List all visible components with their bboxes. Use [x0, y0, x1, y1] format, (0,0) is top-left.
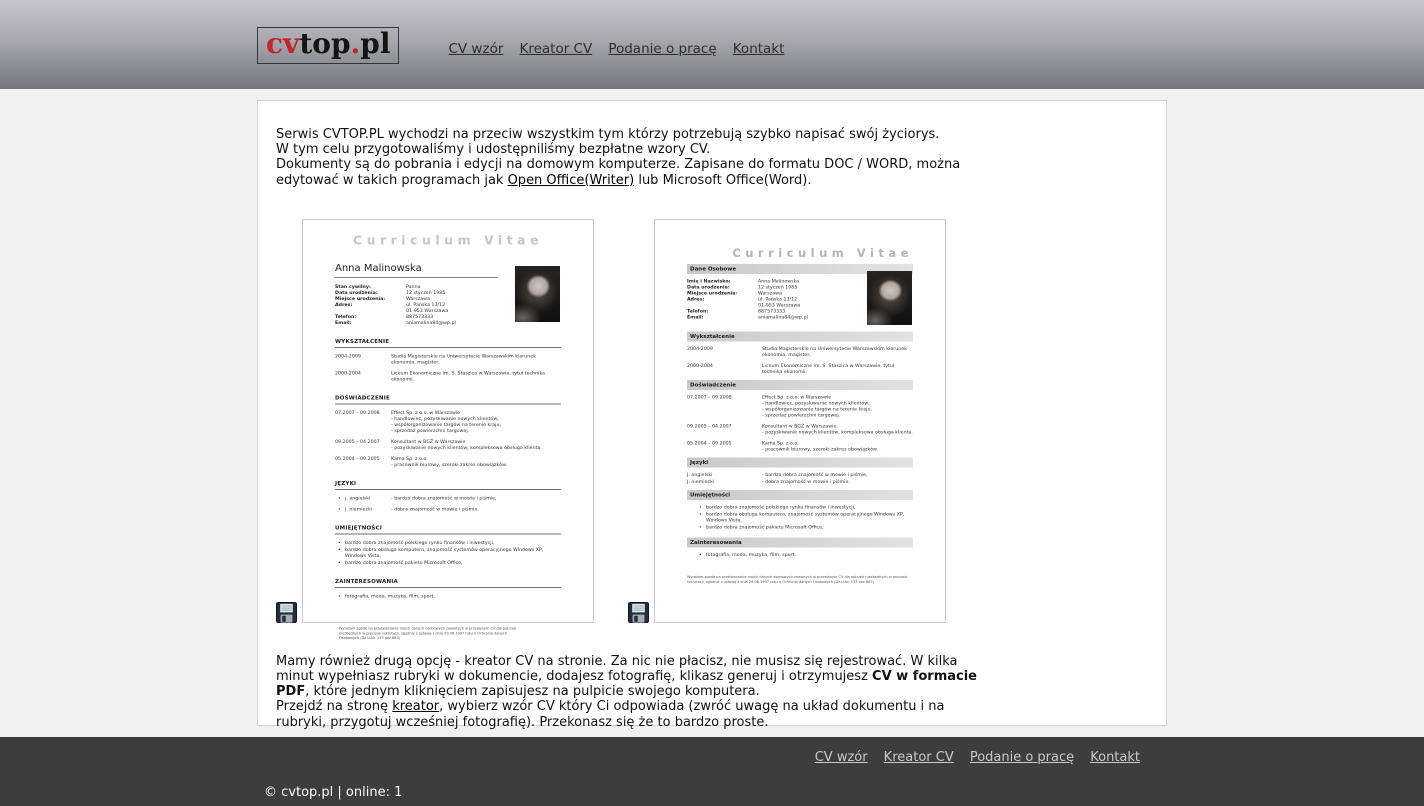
education-desc: Liceum Ekonomiczne im. S. Staszica w Warszawie, tytuł technika ekonomii. — [762, 362, 895, 375]
language-name: J. angielski — [687, 471, 713, 478]
skill-item: • bardzo dobra znajomość pakietu Microsoft Office, — [699, 524, 913, 530]
experience-desc: Konsultant w BGŻ w Warszawie - pozyskiwanie nowych klientów, kompleksowa obsługa klienta. — [391, 438, 542, 451]
detail-label — [335, 308, 406, 314]
education-row — [687, 346, 913, 358]
interests-item: • fotografia, moda, muzyka, film, sport. — [338, 593, 561, 599]
detail-value: 01-953 Warszawa — [406, 307, 449, 314]
language-name: J. niemiecki — [687, 478, 715, 485]
logo-cv: cv — [266, 27, 300, 60]
cv2-section-languages: Języki — [687, 457, 913, 467]
experience-row — [335, 439, 561, 451]
footer-link-kontakt[interactable]: Kontakt — [1090, 750, 1140, 765]
cv1-document — [303, 220, 593, 640]
floppy-disk-icon — [628, 602, 649, 623]
cv-templates-row — [276, 219, 1148, 640]
language-row — [335, 506, 561, 512]
experience-desc: Konsultant w BGŻ w Warszawie - pozyskiwanie nowych klientów, kompleksowa obsługa klienta. — [762, 423, 913, 435]
experience-date: 05.2004 – 09.2005 — [335, 455, 380, 462]
footer-nav — [257, 737, 1167, 765]
experience-date: 05.2004 – 09.2005 — [687, 440, 732, 446]
experience-date: 09.2005 – 04.2007 — [335, 438, 380, 445]
footer-link-podanie-o-prace[interactable]: Podanie o pracę — [969, 750, 1075, 765]
education-row — [335, 370, 561, 382]
detail-label — [687, 302, 758, 308]
nav-link-cv-wzor[interactable]: CV wzór — [448, 41, 504, 57]
open-office-link[interactable]: Open Office(Writer) — [507, 172, 635, 188]
experience-row — [687, 423, 913, 435]
cv2-section-interests: Zainteresowania — [687, 537, 913, 547]
footer-link-kreator-cv[interactable]: Kreator CV — [883, 750, 954, 765]
detail-value: aniamalina84@wp.pl — [758, 314, 808, 320]
detail-value: 01-953 Warszawa — [758, 302, 801, 308]
cv-template-2-thumbnail[interactable] — [654, 219, 946, 623]
education-date: 2000-2004 — [687, 362, 713, 369]
detail-value: 12 styczeń 1985 — [758, 284, 798, 290]
cv-photo — [867, 271, 912, 325]
cv2-title: Curriculum Vitae — [732, 246, 913, 260]
detail-label: Adres: — [335, 301, 353, 308]
detail-value: ul. Pańska 13/12 — [406, 301, 446, 308]
language-name: • j. niemiecki — [338, 506, 391, 512]
cv2-section-skills: Umiejętności — [687, 490, 913, 500]
education-desc: Studia Magisterskie na Uniwersytecie Warszawskim kierunek ekonomia, magister, — [391, 353, 536, 365]
detail-value: 12 styczeń 1985 — [406, 289, 446, 296]
language-row — [687, 472, 913, 478]
experience-row — [335, 410, 561, 434]
language-level: - dobra znajomość w mowie i piśmie. — [762, 478, 850, 485]
education-row — [335, 353, 561, 365]
cv-photo — [515, 266, 560, 322]
intro-line-1: Serwis CVTOP.PL wychodzi na przeciw wszystkim tym którzy potrzebują szybko napisać swój życiorys. — [276, 127, 940, 142]
copyright-text: © cvtop.pl | online: 1 — [264, 785, 403, 800]
kreator-link[interactable]: kreator — [392, 699, 440, 715]
experience-desc: Effect Sp. z o.o. w Warszawie - handlowiec, pozyskiwanie nowych klientów, - współorganizowanie targów na terenie kraju, - sprzedaż powierzchni targowej. — [391, 409, 502, 434]
nav-link-kreator-cv[interactable]: Kreator CV — [519, 41, 593, 57]
creator-text-1: Mamy również drugą opcję - kreator CV na stronie. Za nic nie płacisz, nie musisz się rejestrować. W kilka minut wypełniasz rubryki w dokumencie, dodajesz fotografię, klikasz generuj i otrzymujesz — [276, 653, 958, 685]
education-desc: Liceum Ekonomiczne im. S. Staszica w Warszawie, tytuł technika ekonomii. — [391, 370, 546, 382]
education-date: 2004-2009 — [687, 345, 713, 352]
cv1-title: Curriculum Vitae — [352, 232, 544, 248]
nav-link-podanie-o-prace[interactable]: Podanie o pracę — [608, 41, 717, 57]
data-processing-clause: Wyrażam zgodę na przetwarzanie moich danych osobowych zawartych w przesłanym CV dla potrzeb niezbędnych w procesie rekrutacji, zgodnie z ustawą z dnia 29.08.1997 roku o Ochronie danych Osobowych (Dz.U.Nr. 133 poz.883) — [687, 574, 908, 584]
skill-item: • bardzo dobra znajomość polskiego rynku finansów i inwestycji, — [338, 540, 561, 546]
cv1-section-skills: UMIEJĘTNOŚCI — [335, 524, 561, 534]
download-cv2-button[interactable] — [628, 602, 649, 623]
cv2-section-experience: Doświadczenie — [687, 380, 913, 390]
experience-desc: Kama Sp. z o.o. - pracownik biurowy, szeroki zakres obowiązków. — [391, 455, 507, 468]
language-row — [687, 479, 913, 485]
detail-label: Adres: — [687, 296, 705, 302]
experience-row — [687, 394, 913, 418]
detail-value: 887573333 — [758, 308, 786, 314]
detail-value: Warszawa — [758, 290, 782, 296]
cv2-section-education: Wykształcenie — [687, 331, 913, 341]
creator-text-4: , wybierz wzór CV który Ci odpowiada (zwróć uwagę na układ dokumentu i na rubryki, przygotuj wcześniej fotografię). Przekonasz się że to bardzo proste. — [276, 699, 945, 730]
cv1-name: Anna Malinowska — [335, 261, 498, 278]
detail-value: ul. Pańska 13/12 — [758, 296, 798, 302]
detail-value: Panna — [406, 283, 421, 290]
skill-item: • bardzo dobra znajomość pakietu Microsoft Office, — [338, 560, 561, 566]
detail-label: Data urodzenia: — [687, 284, 730, 290]
detail-label: Email: — [687, 314, 704, 320]
cv2-document — [655, 220, 945, 622]
download-cv1-button[interactable] — [276, 602, 297, 623]
cv1-section-interests: ZAINTERESOWANIA — [335, 578, 561, 588]
site-footer — [0, 737, 1424, 806]
education-date: 2004-2009 — [335, 353, 361, 359]
logo-dot: . — [350, 27, 361, 60]
experience-date: 09.2005 – 04.2007 — [687, 423, 732, 429]
detail-label: Stan cywilny: — [335, 283, 371, 290]
language-level: - dobra znajomość w mowie i piśmie. — [391, 506, 479, 512]
education-desc: Studia Magisterskie na Uniwersytecie Warszawskim kierunek ekonomia, magister, — [762, 345, 907, 358]
top-nav — [448, 38, 795, 57]
cv-template-1-thumbnail[interactable] — [302, 219, 594, 640]
experience-row — [335, 456, 561, 468]
experience-date: 07.2007 – 09.2008 — [335, 409, 380, 416]
experience-row — [687, 440, 913, 452]
intro-paragraph — [276, 127, 978, 188]
cv1-section-education: WYKSZTAŁCENIE — [335, 338, 561, 348]
detail-value: aniamalina84@wp.pl — [406, 319, 456, 326]
cv2-section-personal: Dane Osobowe — [687, 264, 913, 274]
cv-template-2-block — [628, 219, 946, 623]
skill-item: • bardzo dobra obsługa komputera, znajomość systemów operacyjnego Windows XP, Windows Vista, — [338, 547, 561, 559]
floppy-disk-icon — [276, 602, 297, 623]
detail-label: Miejsce urodzenia: — [687, 290, 738, 296]
detail-label: Telefon: — [687, 308, 709, 314]
language-level: - bardzo dobra znajomość w mowie i piśmie, — [762, 471, 868, 478]
detail-value: Warszawa — [406, 295, 430, 302]
detail-label: Miejsce urodzenia: — [335, 295, 386, 302]
intro-line-3: Dokumenty są do pobrania i edycji na domowym komputerze. Zapisane do formatu DOC / WORD, można edytować w takich programach jak — [276, 157, 961, 188]
site-logo[interactable] — [257, 27, 399, 64]
creator-text-3: Przejdź na stronę — [276, 699, 393, 715]
education-date: 2000-2004 — [335, 370, 361, 376]
detail-value: 887573333 — [406, 313, 434, 320]
footer-link-cv-wzor[interactable]: CV wzór — [814, 750, 868, 765]
logo-top: top — [299, 27, 351, 60]
language-row — [335, 495, 561, 501]
cv1-section-experience: DOŚWIADCZENIE — [335, 394, 561, 404]
interests-item: • fotografia, moda, muzyka, film, sport. — [699, 552, 913, 558]
intro-line-2: W tym celu przygotowaliśmy i udostępniliśmy bezpłatne wzory CV. — [276, 142, 711, 158]
data-processing-clause: Wyrażam zgodę na przetwarzanie moich danych osobowych zawartych w przesłanym CV dla potrzeb niezbędnych w procesie rekrutacji, zgodnie z ustawą z dnia 29.08.1997 roku o Ochronie danych Osobowych (Dz.U.Nr. 133 poz.883) — [339, 626, 517, 640]
language-name: • j. angielski — [338, 495, 391, 501]
nav-link-kontakt[interactable]: Kontakt — [732, 41, 785, 57]
skill-item: • bardzo dobra znajomość polskiego rynku finansów i inwestycji, — [699, 504, 913, 510]
education-row — [687, 363, 913, 375]
detail-label: Imię i Nazwisko: — [687, 278, 731, 284]
creator-pdf-bold: CV w formacie PDF — [276, 669, 977, 700]
detail-label: Data urodzenia: — [335, 289, 378, 296]
skill-item: • bardzo dobra obsługa komputera, znajomość systemów operacyjnego Windows XP, Windows Vista, — [699, 511, 913, 523]
detail-value: Anna Malinowska — [758, 278, 800, 284]
cv-template-1-block — [276, 219, 594, 640]
detail-label: Telefon: — [335, 313, 357, 320]
content-box — [257, 100, 1167, 730]
experience-desc: Kama Sp. z o.o. - pracownik biurowy, szeroki zakres obowiązków. — [762, 440, 878, 452]
experience-desc: Effect Sp. z o.o. w Warszawie - handlowiec, pozyskiwanie nowych klientów, - współorganizowanie targów na terenie kraju, - sprzedaż powierzchni targowej. — [762, 394, 873, 418]
intro-line-3-end: lub Microsoft Office(Word). — [634, 172, 812, 188]
language-level: - bardzo dobra znajomość w mowie i piśmie, — [391, 495, 497, 501]
logo-pl: pl — [360, 27, 391, 60]
creator-paragraph — [276, 654, 978, 730]
cv1-section-languages: JĘZYKI — [335, 480, 561, 490]
experience-date: 07.2007 – 09.2008 — [687, 394, 732, 400]
detail-label: Email: — [335, 319, 352, 326]
site-header — [0, 0, 1424, 89]
creator-text-2: , które jednym kliknięciem zapisujesz na pulpicie swojego komputera. — [305, 684, 760, 700]
